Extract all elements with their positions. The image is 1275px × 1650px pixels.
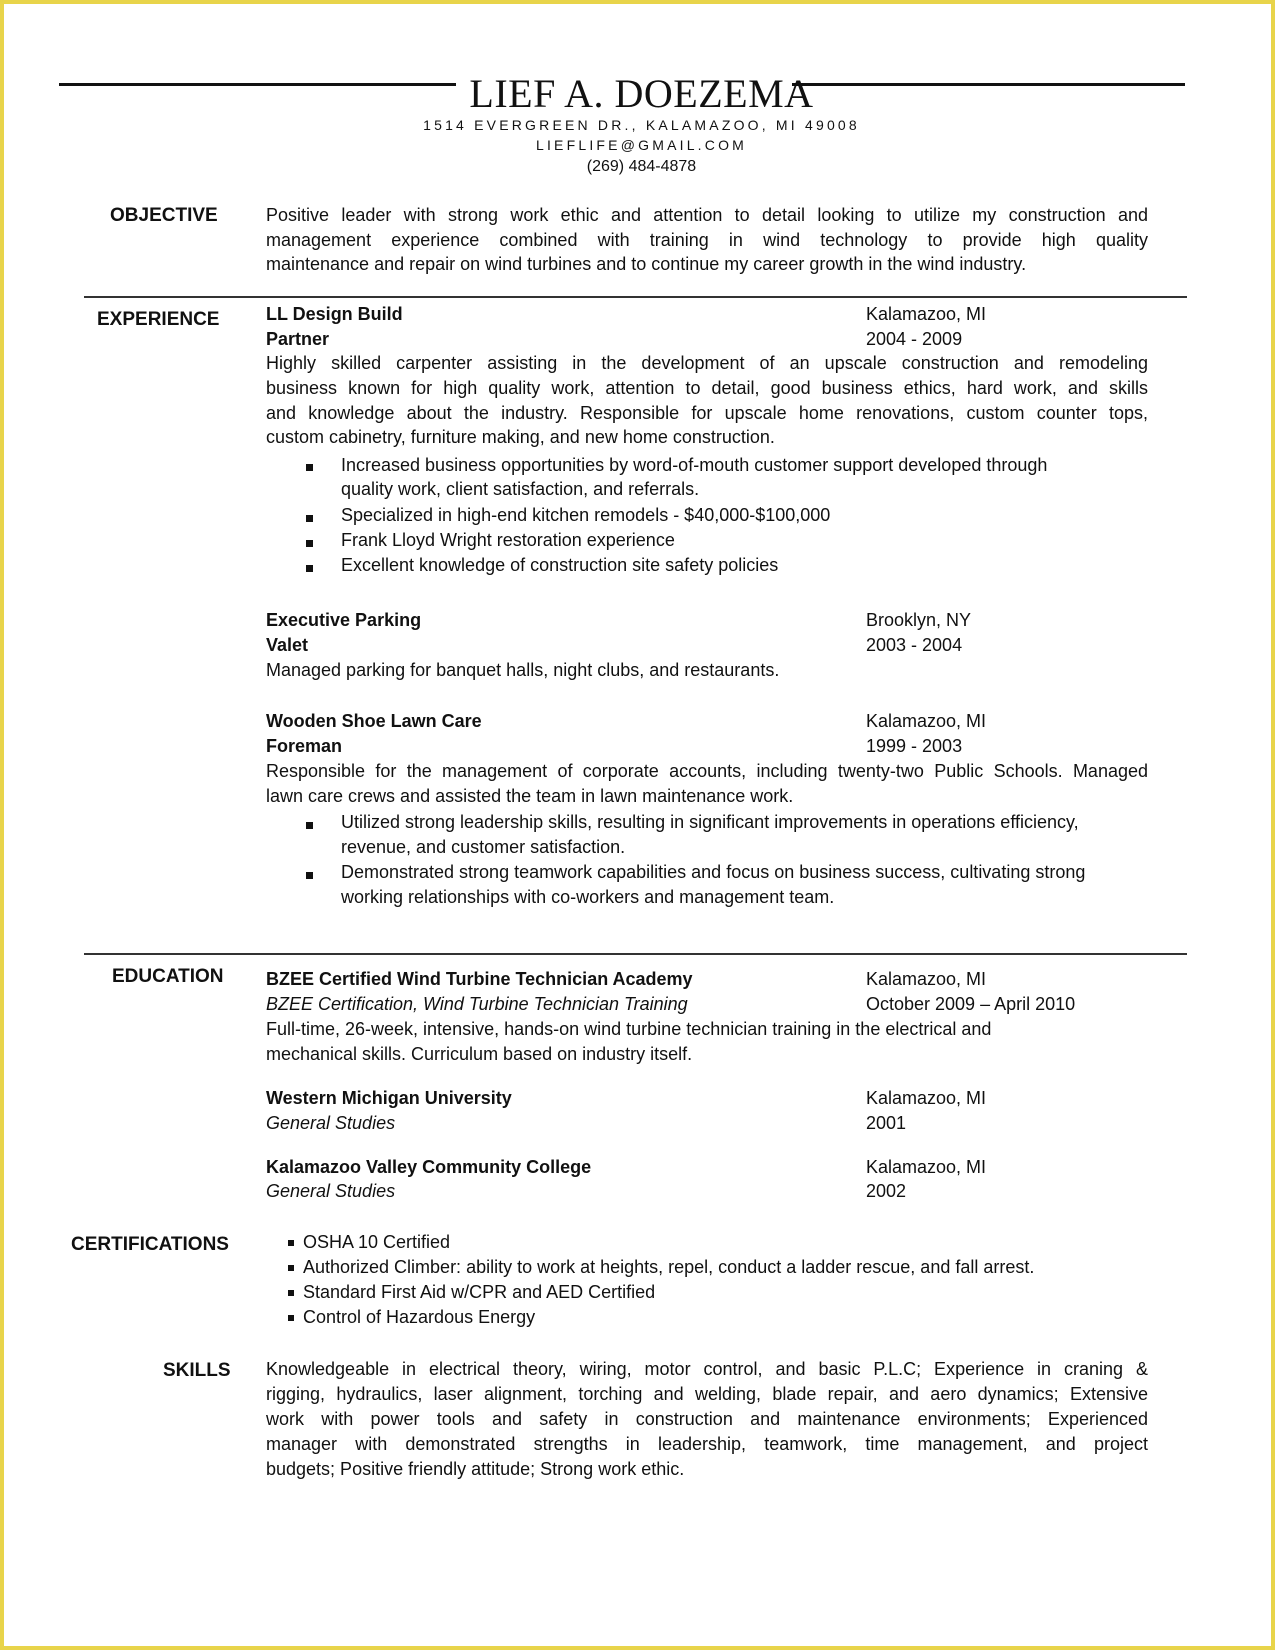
objective-line: Positive leader with strong work ethic and attention to detail looking to utilize my construction and [266,205,1148,225]
job-description-line: custom cabinetry, furniture making, and new home construction. [266,427,775,447]
bullet-marker [288,1290,294,1296]
school-name: BZEE Certified Wind Turbine Technician Academy [266,969,693,989]
school-dates: 2001 [866,1113,907,1133]
job-bullet-text: Demonstrated strong teamwork capabilities and focus on business success, cultivating strong [341,862,1086,882]
school-description-line: Full-time, 26-week, intensive, hands-on wind turbine technician training in the electrical and [266,1019,992,1039]
job-title: Valet [266,635,309,655]
section-heading-experience: EXPERIENCE [97,309,220,330]
job-bullet-text: Frank Lloyd Wright restoration experience [341,530,675,550]
job-bullet-text: Excellent knowledge of construction site safety policies [341,555,779,575]
job-bullet-text: working relationships with co-workers and management team. [341,887,835,907]
school-program: General Studies [266,1113,396,1133]
school-name: Kalamazoo Valley Community College [266,1157,592,1177]
skills-line: Knowledgeable in electrical theory, wiring, motor control, and basic P.L.C; Experience in craning & [266,1359,1148,1379]
job-dates: 1999 - 2003 [866,736,963,756]
bullet-marker [288,1240,294,1246]
bullet-marker [306,464,313,471]
candidate-name: LIEF A. DOEZEMA [469,71,814,116]
bullet-marker [288,1315,294,1321]
section-heading-objective: OBJECTIVE [110,205,218,226]
school-location: Kalamazoo, MI [866,1157,987,1177]
school-location: Kalamazoo, MI [866,1088,987,1108]
job-description-line: and knowledge about the industry. Responsible for upscale home renovations, custom counter tops, [266,403,1148,423]
skills-line: budgets; Positive friendly attitude; Strong work ethic. [266,1459,685,1479]
job-description-line: Highly skilled carpenter assisting in the development of an upscale construction and remodeling [266,353,1148,373]
section-divider [84,296,1187,298]
section-heading-certifications: CERTIFICATIONS [71,1234,229,1255]
skills-line: work with power tools and safety in construction and maintenance environments; Experienced [266,1409,1148,1429]
contact-email: LIEFLIFE@GMAIL.COM [535,137,748,153]
bullet-marker [288,1265,294,1271]
job-company: LL Design Build [266,304,403,324]
job-company: Wooden Shoe Lawn Care [266,711,482,731]
bullet-marker [306,822,313,829]
job-title: Foreman [266,736,343,756]
section-divider [84,953,1187,955]
school-name: Western Michigan University [266,1088,512,1108]
job-bullet-text: Utilized strong leadership skills, resulting in significant improvements in operations efficiency, [341,812,1079,832]
job-location: Brooklyn, NY [866,610,972,630]
job-description-line: business known for high quality work, attention to detail, good business ethics, hard work, and skills [266,378,1148,398]
certification-item: Standard First Aid w/CPR and AED Certified [303,1282,656,1302]
job-dates: 2003 - 2004 [866,635,963,655]
certification-item: OSHA 10 Certified [303,1232,451,1252]
job-bullet-text: quality work, client satisfaction, and referrals. [341,479,700,499]
job-description-line: Responsible for the management of corporate accounts, including twenty-two Public Schools. Managed [266,761,1148,781]
certification-item: Authorized Climber: ability to work at heights, repel, conduct a ladder rescue, and fall arrest. [303,1257,1035,1277]
job-location: Kalamazoo, MI [866,711,987,731]
school-dates: October 2009 – April 2010 [866,994,1076,1014]
bullet-marker [306,872,313,879]
section-heading-education: EDUCATION [112,966,224,987]
bullet-marker [306,515,313,522]
bullet-marker [306,540,313,547]
job-description-line: Managed parking for banquet halls, night clubs, and restaurants. [266,660,780,680]
skills-line: manager with demonstrated strengths in leadership, teamwork, time management, and project [266,1434,1148,1454]
job-bullet-text: Specialized in high-end kitchen remodels - $40,000-$100,000 [341,505,831,525]
contact-phone: (269) 484-4878 [586,158,697,175]
bullet-marker [306,565,313,572]
school-program: BZEE Certification, Wind Turbine Technician Training [266,994,688,1014]
school-program: General Studies [266,1181,396,1201]
skills-line: rigging, hydraulics, laser alignment, torching and welding, blade repair, and aero dynamics; Extensive [266,1384,1148,1404]
school-description-line: mechanical skills. Curriculum based on industry itself. [266,1044,693,1064]
job-bullet-text: revenue, and customer satisfaction. [341,837,626,857]
job-dates: 2004 - 2009 [866,329,963,349]
objective-line: management experience combined with training in wind technology to provide high quality [266,230,1148,250]
school-location: Kalamazoo, MI [866,969,987,989]
job-location: Kalamazoo, MI [866,304,987,324]
job-description-line: lawn care crews and assisted the team in lawn maintenance work. [266,786,794,806]
section-heading-skills: SKILLS [163,1360,231,1381]
job-bullet-text: Increased business opportunities by word-of-mouth customer support developed through [341,455,1048,475]
job-company: Executive Parking [266,610,422,630]
certification-item: Control of Hazardous Energy [303,1307,536,1327]
objective-line: maintenance and repair on wind turbines and to continue my career growth in the wind industry. [266,254,1027,274]
school-dates: 2002 [866,1181,907,1201]
job-title: Partner [266,329,330,349]
contact-address: 1514 EVERGREEN DR., KALAMAZOO, MI 49008 [423,117,860,133]
